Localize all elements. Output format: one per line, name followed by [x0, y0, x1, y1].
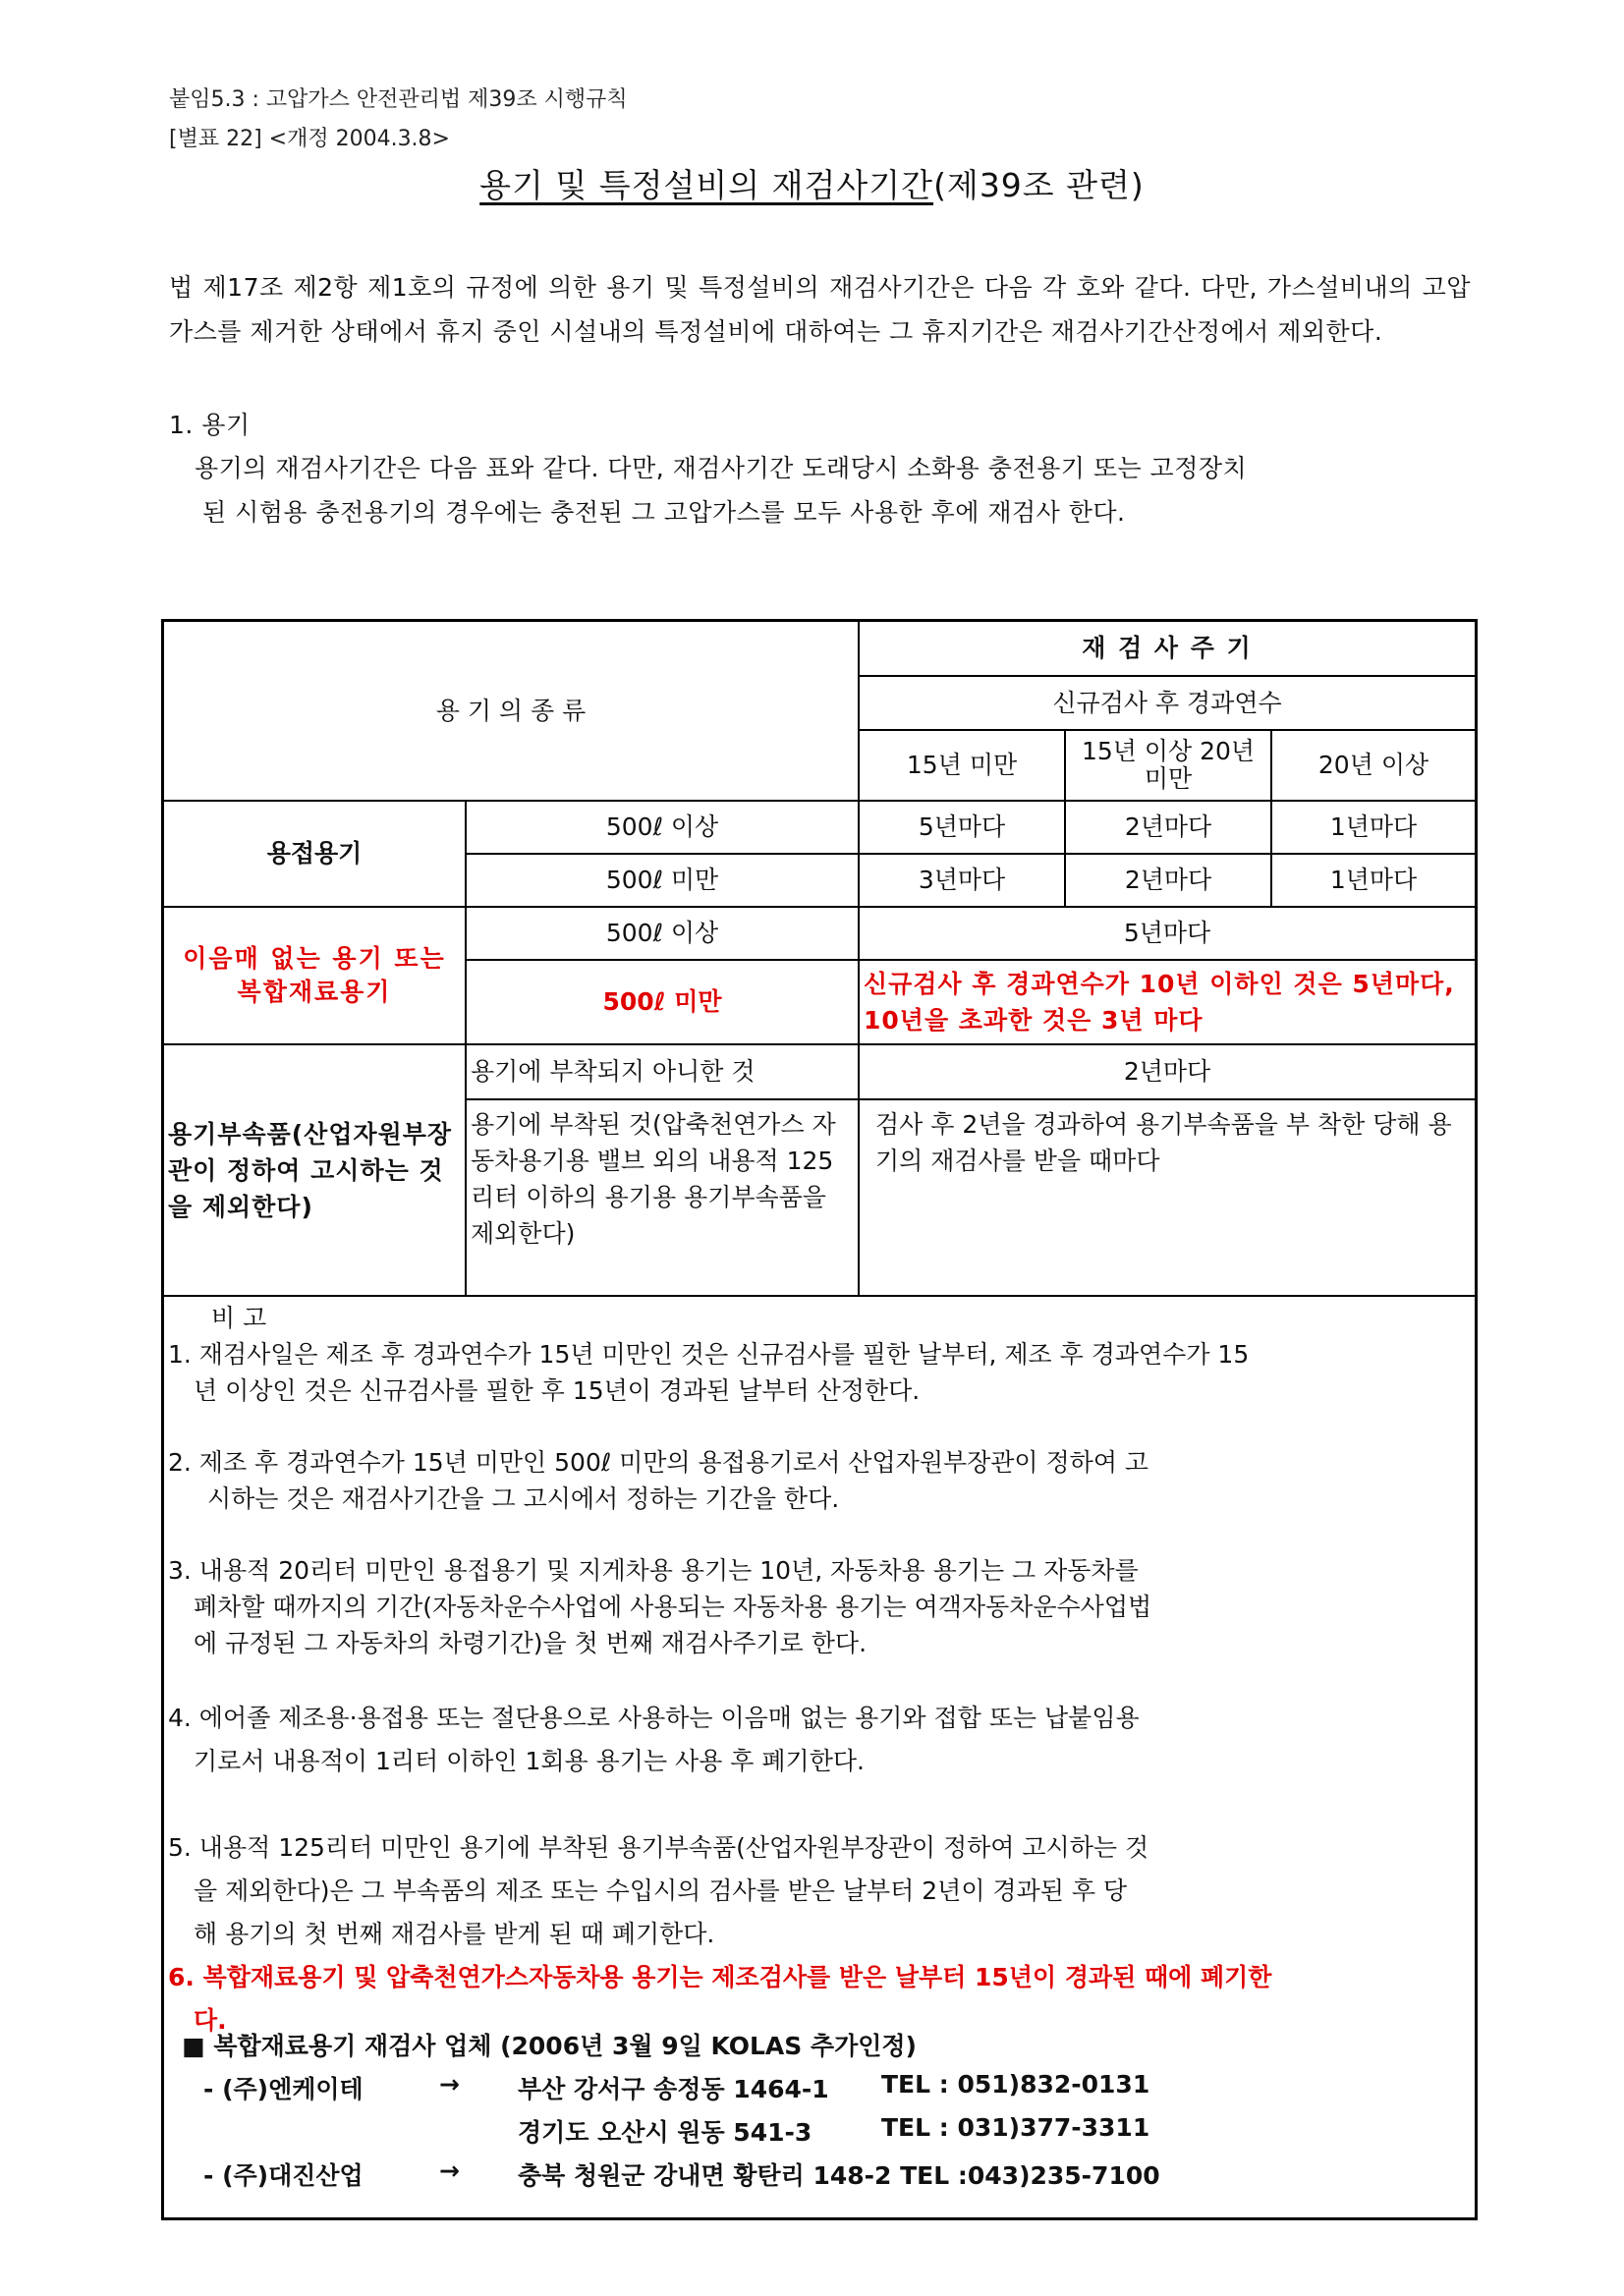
accessory-label: 용기부속품(산업자원부장관이 정하여 고시하는 것을 제외한다)	[164, 1044, 466, 1296]
remarks-title: 비 고	[211, 1304, 267, 1332]
remark-item-3	[168, 1552, 1471, 1661]
remark-3-line3: 에 규정된 그 자동차의 차령기간)을 첫 번째 재검사주기로 한다.	[194, 1629, 868, 1657]
title-main: 용기 및 특정설비의 재검사기간	[479, 166, 934, 204]
table-head-elapsed: 신규검사 후 경과연수	[859, 676, 1475, 730]
intro-paragraph: 법 제17조 제2항 제1호의 규정에 의한 용기 및 특정설비의 재검사기간은 다음 각 호와 같다. 다만, 가스설비내의 고압가스를 제거한 상태에서 휴지 중인 시설내의 특정설비에 대하여는 그 휴지기간은 재검사기간산정에서 제외한다.	[169, 273, 1471, 346]
welded-r1-c1: 5년마다	[859, 801, 1065, 854]
section-heading: 1. 용기	[169, 411, 251, 439]
remarks	[168, 1300, 1471, 2043]
welded-r2-c2: 2년마다	[1065, 854, 1271, 907]
welded-r2-c1: 3년마다	[859, 854, 1065, 907]
accessory-desc-1: 용기에 부착되지 아니한 것	[466, 1044, 859, 1099]
section-body-line1: 용기의 재검사기간은 다음 표와 같다. 다만, 재검사기간 도래당시 소화용 충전용기 또는 고정장치	[195, 454, 1248, 482]
welded-size-2: 500ℓ 미만	[466, 854, 859, 907]
title-sub: (제39조 관련)	[933, 166, 1145, 204]
company-1-tel-2: TEL : 031)377-3311	[881, 2113, 1150, 2142]
remark-item-2	[168, 1444, 1471, 1517]
table-head-period: 재 검 사 주 기	[859, 622, 1475, 676]
welded-label: 용접용기	[164, 801, 466, 907]
remark-4-line2: 기로서 내용적이 1리터 이하인 1회용 용기는 사용 후 폐기한다.	[194, 1747, 865, 1775]
welded-r1-c3: 1년마다	[1271, 801, 1475, 854]
seamless-r1-value: 5년마다	[859, 907, 1475, 960]
section-body-line2: 된 시험용 충전용기의 경우에는 충전된 그 고압가스를 모두 사용한 후에 재검사 한다.	[202, 498, 1126, 527]
remark-1-line2: 년 이상인 것은 신규검사를 필한 후 15년이 경과된 날부터 산정한다.	[194, 1376, 921, 1405]
remark-5-line3: 해 용기의 첫 번째 재검사를 받게 된 때 폐기한다.	[194, 1920, 715, 1948]
seamless-size-2: 500ℓ 미만	[466, 960, 859, 1044]
remark-item-1	[168, 1336, 1471, 1409]
remark-6-line2: 다.	[194, 2006, 227, 2035]
header-revision: [별표 22] <개정 2004.3.8>	[169, 127, 450, 151]
seamless-r2-value: 신규검사 후 경과연수가 10년 이하인 것은 5년마다, 10년을 초과한 것은 3년 마다	[859, 960, 1475, 1044]
table-head-type: 용 기 의 종 류	[164, 622, 859, 801]
companies-heading: ■ 복합재료용기 재검사 업체 (2006년 3월 9일 KOLAS 추가인정)	[182, 2032, 917, 2060]
section-body	[195, 446, 1472, 534]
company-1-address-2: 경기도 오산시 원동 541-3	[518, 2118, 812, 2147]
table-head-col1: 15년 미만	[859, 730, 1065, 801]
welded-size-1: 500ℓ 이상	[466, 801, 859, 854]
inspection-table	[161, 619, 1478, 2220]
remark-1-line1: 1. 재검사일은 제조 후 경과연수가 15년 미만인 것은 신규검사를 필한 날부터, 제조 후 경과연수가 15	[168, 1340, 1250, 1369]
company-1-address-1: 부산 강서구 송정동 1464-1	[518, 2075, 829, 2103]
remark-3-line1: 3. 내용적 20리터 미만인 용접용기 및 지게차용 용기는 10년, 자동차용 용기는 그 자동차를	[168, 1556, 1139, 1585]
remark-2-line2: 시하는 것은 재검사기간을 그 고시에서 정하는 기간을 한다.	[207, 1484, 840, 1513]
remark-6-line1: 6. 복합재료용기 및 압축천연가스자동차용 용기는 제조검사를 받은 날부터 15년이 경과된 때에 폐기한	[168, 1963, 1272, 1991]
company-1-arrow: →	[439, 2070, 460, 2099]
table-head-col3: 20년 이상	[1271, 730, 1475, 801]
company-1-tel-1: TEL : 051)832-0131	[881, 2070, 1150, 2099]
accessory-r1-value: 2년마다	[859, 1044, 1475, 1099]
remark-5-line1: 5. 내용적 125리터 미만인 용기에 부착된 용기부속품(산업자원부장관이 정하여 고시하는 것	[168, 1833, 1149, 1862]
company-2-arrow: →	[439, 2156, 460, 2185]
company-2-name: - (주)대진산업	[203, 2161, 364, 2190]
welded-r1-c2: 2년마다	[1065, 801, 1271, 854]
company-2-address: 충북 청원군 강내면 황탄리 148-2 TEL :043)235-7100	[518, 2161, 1160, 2190]
inspection-grid	[164, 622, 1475, 1297]
remark-4-line1: 4. 에어졸 제조용·용접용 또는 절단용으로 사용하는 이음매 없는 용기와 접합 또는 납붙임용	[168, 1704, 1140, 1732]
remark-5-line2: 을 제외한다)은 그 부속품의 제조 또는 수입시의 검사를 받은 날부터 2년이 경과된 후 당	[194, 1876, 1128, 1905]
remark-3-line2: 폐차할 때까지의 기간(자동차운수사업에 사용되는 자동차용 용기는 여객자동차운수사업법	[194, 1593, 1152, 1621]
document-title	[0, 160, 1624, 206]
accessory-desc-2: 용기에 부착된 것(압축천연가스 자동차용기용 밸브 외의 내용적 125리터 이하의 용기용 용기부속품을 제외한다)	[466, 1099, 859, 1296]
table-head-col2: 15년 이상 20년 미만	[1065, 730, 1271, 801]
remark-item-4	[168, 1697, 1471, 1783]
seamless-size-1: 500ℓ 이상	[466, 907, 859, 960]
seamless-label: 이음매 없는 용기 또는 복합재료용기	[164, 907, 466, 1044]
header-reference: 붙임5.3 : 고압가스 안전관리법 제39조 시행규칙	[169, 87, 628, 112]
accessory-r2-value: 검사 후 2년을 경과하여 용기부속품을 부 착한 당해 용기의 재검사를 받을 때마다	[859, 1099, 1475, 1296]
remark-2-line1: 2. 제조 후 경과연수가 15년 미만인 500ℓ 미만의 용접용기로서 산업자원부장관이 정하여 고	[168, 1448, 1149, 1477]
welded-r2-c3: 1년마다	[1271, 854, 1475, 907]
company-1-name: - (주)엔케이테	[203, 2075, 364, 2103]
remark-item-5	[168, 1826, 1471, 1956]
